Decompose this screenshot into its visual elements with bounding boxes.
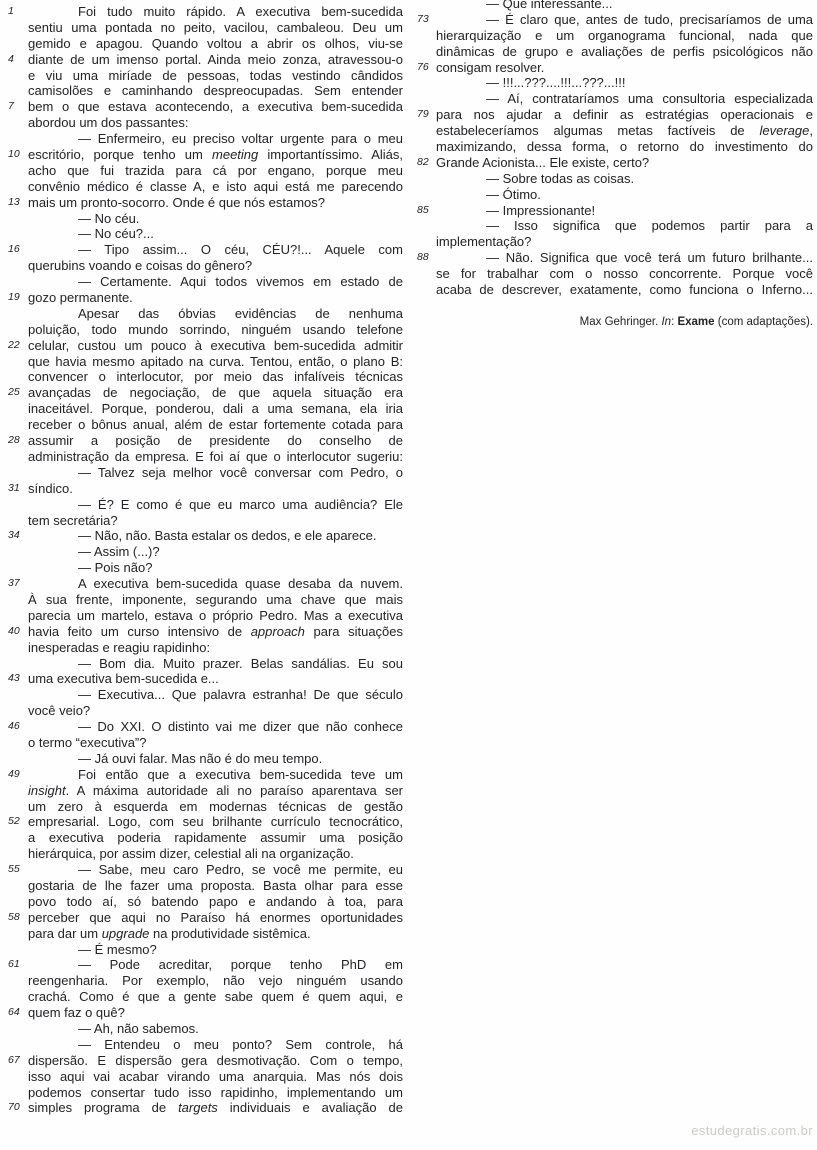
line-text: empresarial. Logo, com seu brilhante currículo tecnocrático, (28, 814, 403, 830)
line-text: reengenharia. Por exemplo, não vejo ninguém usando (28, 973, 403, 989)
line-text: querubins voando e coisas do gênero? (28, 258, 253, 274)
line-text: para nos ajudar a definir as estratégias operacionais e (436, 107, 813, 123)
line-number: 52 (8, 815, 20, 828)
text-line (8, 4, 403, 20)
text-line (436, 139, 813, 155)
text-line (8, 814, 403, 830)
line-text: — Bom dia. Muito prazer. Belas sandálias. Eu sou (78, 655, 403, 671)
text-line (28, 830, 403, 846)
text-line (28, 354, 403, 370)
line-number: 88 (417, 251, 429, 264)
text-line (8, 909, 403, 926)
text-line (417, 11, 813, 28)
line-text: — Do XXI. O distinto vai me dizer que não conhece (78, 719, 403, 735)
line-text: camisolões e caminhando despreocupadas. Sem entender (28, 83, 403, 99)
text-line (28, 115, 403, 131)
line-text: uma executiva bem-sucedida e... (28, 671, 219, 687)
attribution (580, 315, 813, 329)
line-text: dinâmicas de grupo e avaliações de perfis psicológicos não (436, 43, 813, 59)
text-line (8, 957, 403, 973)
line-text: — Aí, contrataríamos uma consultoria especializada (486, 91, 813, 107)
line-text: síndico. (28, 480, 73, 496)
line-text: hierárquica, por assim dizer, celestial ali na organização. (28, 846, 354, 862)
line-text: — Isso significa que podemos partir para a (486, 218, 813, 234)
line-text: gozo permanente. (28, 290, 133, 306)
line-number: 67 (8, 1053, 20, 1066)
line-text: bem o que estava acontecendo, a executiva bem-sucedida (28, 99, 403, 115)
line-text: — !!!...???....!!!...???...!!! (486, 75, 626, 91)
text-line (436, 91, 813, 107)
line-text: Grande Acionista... Ele existe, certo? (436, 154, 650, 170)
line-text: um zero à esquerda em modernas técnicas de gestão (28, 798, 403, 814)
text-line (8, 290, 403, 306)
line-text: — Que interessante... (486, 0, 613, 11)
line-text: administração da empresa. E foi aí que o interlocutor sugeriu: (28, 448, 403, 464)
line-text: convênio médico é classe A, e isto aqui está me parecendo (28, 178, 403, 194)
text-line (436, 171, 813, 187)
line-text: — Tipo assim... O céu, CÉU?!... Aquele com (78, 242, 403, 258)
line-text: escritório, porque tenho um (28, 147, 213, 163)
text-line (28, 306, 403, 322)
line-text: — Executiva... Que palavra estranha! De que século (78, 687, 403, 703)
line-text: — É claro que, antes de tudo, precisaríamos de uma (486, 11, 813, 27)
line-text: povo todo aí, só batendo papo e andando à toa, para (28, 893, 403, 909)
line-text: a executiva poderia rapidamente assumir uma posição (28, 830, 403, 846)
line-text: se for trabalhar com o nosso concorrente. Porque você (436, 266, 813, 282)
text-column-right (417, 0, 813, 298)
text-line (28, 703, 403, 719)
text-line (28, 735, 403, 751)
text-line (28, 68, 403, 84)
text-line (28, 20, 403, 36)
text-line (436, 234, 813, 250)
line-text: poluição, todo mundo sorrindo, ninguém usando telefone (28, 321, 403, 337)
line-text: que havia mesmo apitado na curva. Tentou, então, o plano B: (28, 353, 403, 369)
line-text: acho que fui trazida para cá por engano, porque meu (28, 162, 403, 178)
line-number: 43 (8, 672, 20, 685)
line-text: simples programa de (28, 1100, 179, 1116)
line-number: 22 (8, 338, 20, 351)
line-text: individuais e avaliação de (217, 1100, 403, 1116)
line-number: 7 (8, 100, 14, 113)
text-line (28, 513, 403, 529)
text-line (28, 608, 403, 624)
line-text: podemos consertar tudo isso rapidinho, implementando um (28, 1084, 403, 1100)
text-line (28, 226, 403, 242)
line-text: para situações (304, 623, 404, 639)
line-text: Foi tudo muito rápido. A executiva bem-sucedida (78, 4, 403, 19)
line-number: 37 (8, 577, 20, 590)
line-text: isso aqui vai acabar virando uma anarquia. Mas nós dois (28, 1068, 403, 1084)
text-line (8, 862, 403, 878)
text-line (28, 799, 403, 815)
attribution-in: In (661, 316, 672, 328)
text-line (8, 242, 403, 258)
line-number: 61 (8, 958, 20, 971)
line-text: avançadas de negociação, de que aquela situação era (28, 385, 403, 401)
attribution-colon: : (671, 316, 678, 328)
text-line (28, 942, 403, 958)
text-line (436, 123, 813, 139)
text-line (28, 560, 403, 576)
line-text: — Não, não. Basta estalar os dedos, e ele aparece. (78, 528, 377, 544)
line-text: maximizando, dessa forma, o retorno do investimento do (436, 139, 813, 155)
foreign-term: targets (178, 1100, 218, 1116)
line-text: sentiu uma pontada no peito, vacilou, cambaleou. Deu um (28, 19, 403, 35)
line-number: 1 (8, 5, 14, 17)
line-text: perceber que aqui no Paraíso há enormes oportunidades (28, 909, 403, 925)
text-line (28, 36, 403, 52)
text-line (28, 274, 403, 290)
line-number: 79 (417, 108, 429, 121)
line-text: implementação? (436, 234, 532, 250)
text-line (28, 1069, 403, 1085)
line-number: 73 (417, 12, 429, 25)
line-text: gemido e apagou. Quando voltou a abrir os olhos, viu-se (28, 35, 403, 51)
line-number: 55 (8, 863, 20, 876)
text-line (28, 640, 403, 656)
text-line (28, 989, 403, 1005)
line-number: 25 (8, 386, 20, 399)
line-text: hierarquização e um organograma funcional, nada que (436, 27, 813, 43)
line-text: — Pode acreditar, porque tenho PhD em (78, 957, 403, 973)
text-line (28, 179, 403, 195)
line-text: você veio? (28, 703, 91, 719)
line-text: — Sobre todas as coisas. (486, 170, 635, 186)
line-number: 16 (8, 243, 20, 256)
text-line (436, 282, 813, 298)
line-number: 85 (417, 203, 429, 216)
text-line (28, 401, 403, 417)
text-line (28, 322, 403, 338)
text-line (8, 671, 403, 687)
line-text: consigam resolver. (436, 59, 545, 75)
line-number: 4 (8, 52, 14, 65)
text-line (28, 1037, 403, 1053)
text-line (8, 1005, 403, 1021)
text-line (8, 766, 403, 783)
line-text: o termo “executiva”? (28, 734, 147, 750)
text-line (436, 266, 813, 282)
text-line (28, 544, 403, 560)
line-text: — Enfermeiro, eu preciso voltar urgente para o meu (78, 131, 403, 147)
text-line (8, 51, 403, 68)
text-line (436, 0, 813, 12)
text-line (28, 497, 403, 513)
line-text: para dar um (28, 925, 102, 941)
text-line (8, 147, 403, 163)
text-line (28, 687, 403, 703)
line-number: 70 (8, 1101, 20, 1114)
line-text: dispersão. E dispersão gera desmotivação. Com o tempo, (28, 1052, 403, 1068)
text-line (28, 369, 403, 385)
text-line (8, 480, 403, 497)
line-text: — Talvez seja melhor você conversar com Pedro, o (78, 464, 403, 480)
foreign-term: approach (250, 623, 305, 639)
line-text: Apesar das óbvias evidências de nenhuma (78, 305, 403, 321)
text-line (8, 337, 403, 354)
line-number: 13 (8, 195, 20, 208)
text-line (28, 656, 403, 672)
text-line (28, 258, 403, 274)
attribution-suffix: (com adaptações). (714, 316, 813, 328)
text-line (436, 28, 813, 44)
foreign-term: insight (28, 782, 66, 798)
line-text: estabeleceríamos algumas metas factíveis de (436, 123, 760, 139)
line-text: — Impressionante! (486, 202, 596, 218)
line-text: — Assim (...)? (78, 544, 160, 560)
foreign-term: leverage (759, 123, 810, 139)
line-text: convencer o interlocutor, por meio das infalíveis técnicas (28, 369, 403, 385)
attribution-author: Max Gehringer. (579, 316, 662, 328)
line-text: — É mesmo? (78, 941, 157, 957)
line-text: — Não. Significa que você terá um futuro brilhante... (486, 250, 813, 266)
line-text: celular, custou um pouco à executiva bem-sucedida admitir (28, 337, 403, 353)
text-line (436, 75, 813, 91)
line-text: parecia um martelo, estava o próprio Pedro. Mas a executiva (28, 607, 403, 623)
text-column-left (8, 4, 404, 1116)
text-line (8, 528, 403, 544)
line-text: gostaria de lhe fazer uma proposta. Basta olhar para esse (28, 877, 403, 893)
line-text: À sua frente, imponente, segurando uma chave que mais (28, 591, 403, 607)
line-text: mais um pronto-socorro. Onde é que nós estamos? (28, 194, 325, 210)
line-text: — Já ouvi falar. Mas não é do meu tempo. (78, 750, 323, 766)
line-number: 64 (8, 1006, 20, 1019)
line-number: 10 (8, 148, 20, 161)
line-text: — Certamente. Aqui todos vivemos em estado de (78, 274, 403, 290)
text-line (8, 385, 403, 401)
line-text: A executiva bem-sucedida quase desaba da nuvem. (78, 576, 403, 592)
watermark: estudegratis.com.br (691, 1123, 813, 1138)
text-line (28, 878, 403, 894)
line-text: acaba de descrever, exatamente, como funciona o Inferno... (436, 282, 813, 298)
line-text: importantíssimo. Aliás, (258, 147, 403, 163)
text-line (436, 44, 813, 60)
text-line (417, 154, 813, 171)
line-number: 82 (417, 155, 429, 168)
line-text: tem secretária? (28, 512, 118, 528)
text-line (417, 107, 813, 123)
text-line (8, 1052, 403, 1069)
line-number: 34 (8, 529, 20, 542)
line-text: crachá. Como é que a gente sabe quem é quem aqui, e (28, 989, 403, 1005)
line-number: 19 (8, 291, 20, 304)
line-number: 46 (8, 720, 20, 733)
line-text: — Ah, não sabemos. (78, 1021, 199, 1036)
text-line (28, 973, 403, 989)
text-line (436, 218, 813, 234)
text-line (8, 623, 404, 640)
text-line (28, 894, 403, 910)
text-line (28, 1021, 403, 1037)
line-text: e viu uma miríade de pessoas, todas vestindo cândidos (28, 67, 403, 83)
line-number: 40 (8, 624, 20, 637)
text-line (8, 194, 403, 211)
text-line (417, 250, 813, 266)
text-line (8, 719, 403, 735)
line-text: receber o bônus anual, além de estar fortemente cotada para (28, 417, 403, 433)
text-line (28, 83, 403, 99)
foreign-term: meeting (212, 147, 259, 163)
text-line (28, 417, 403, 433)
line-text: abordou um dos passantes: (28, 115, 189, 131)
line-number: 76 (417, 60, 429, 73)
text-line (8, 433, 403, 449)
foreign-term: upgrade (101, 925, 150, 941)
line-text: . A máxima autoridade ali no paraíso aparentava ser (65, 782, 403, 798)
text-line (28, 465, 403, 481)
line-text: — No céu?... (78, 226, 154, 242)
text-line (417, 59, 813, 76)
line-text: — Pois não? (78, 560, 153, 576)
text-line (417, 202, 813, 219)
line-text: assumir a posição de presidente do conselho de (28, 433, 403, 449)
line-text: quem faz o quê? (28, 1005, 125, 1021)
line-number: 58 (8, 910, 20, 923)
line-text: — No céu. (78, 210, 140, 226)
text-line (8, 1100, 403, 1116)
text-line (28, 846, 403, 862)
line-number: 49 (8, 767, 20, 780)
text-line (28, 1085, 403, 1101)
text-line (28, 131, 403, 147)
line-text: havia feito um curso intensivo de (28, 623, 251, 639)
line-number: 31 (8, 481, 20, 494)
line-text: diante de um imenso portal. Ainda meio zonza, atravessou-o (28, 51, 403, 67)
text-line (28, 783, 403, 799)
line-text: Foi então que a executiva bem-sucedida teve um (78, 766, 403, 782)
line-text: — É? E como é que eu marco uma audiência? Ele (78, 496, 403, 512)
line-text: — Entendeu o meu ponto? Sem controle, há (78, 1036, 403, 1052)
text-line (28, 211, 403, 227)
text-line (436, 187, 813, 203)
line-text: — Ótimo. (486, 186, 541, 202)
line-text: inesperadas e reagiu rapidinho: (28, 639, 211, 655)
line-text: inaceitável. Porque, ponderou, dali a uma semana, ela iria (28, 401, 403, 417)
text-line (8, 99, 403, 115)
text-line (28, 926, 403, 942)
text-line (28, 592, 403, 608)
text-line (28, 163, 403, 179)
line-text: , (809, 123, 813, 139)
attribution-source: Exame (677, 316, 715, 328)
text-line (28, 449, 403, 465)
line-text: — Sabe, meu caro Pedro, se você me permite, eu (78, 862, 403, 878)
text-line (8, 576, 403, 592)
line-text: na produtividade sistêmica. (149, 925, 311, 941)
text-line (28, 751, 403, 767)
line-number: 28 (8, 434, 20, 447)
